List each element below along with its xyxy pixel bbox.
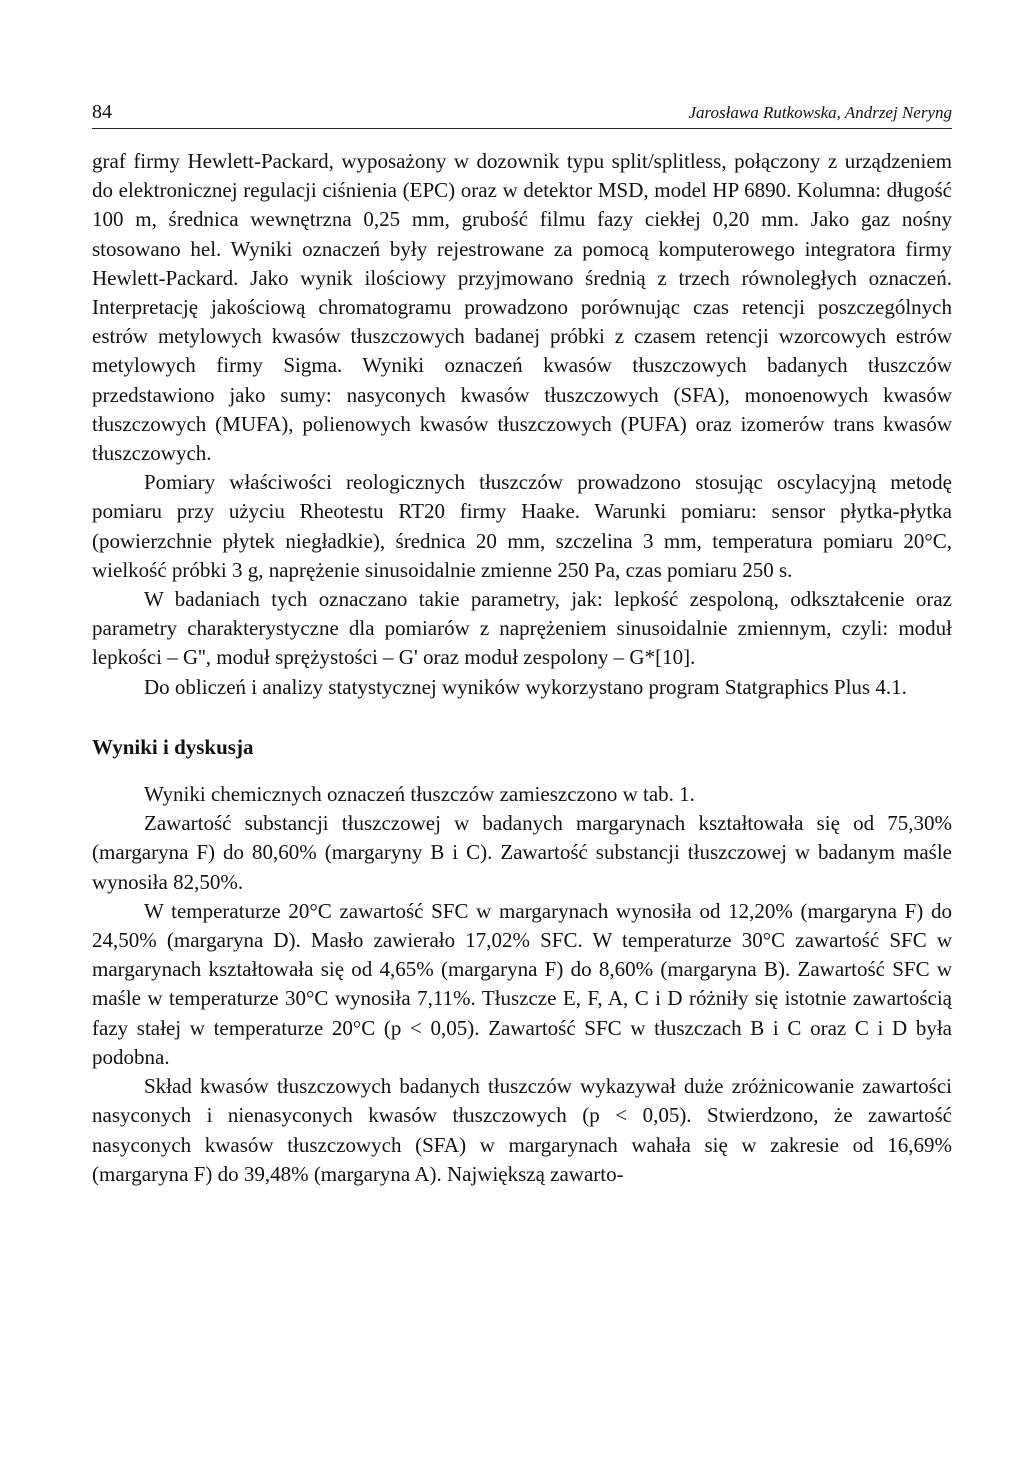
paragraph-statistics: Do obliczeń i analizy statystycznej wyników wykorzystano program Statgraphics Plus 4.1. (144, 674, 907, 699)
journal-page (92, 100, 952, 1189)
page-number: 84 (92, 101, 112, 123)
paragraph-gc-method: graf firmy Hewlett-Packard, wyposażony w dozownik typu split/splitless, połączony z urządzeniem do elektronicznej regulacji ciśnienia (EPC) oraz w detektor MSD, model HP 6890. Kolumna: długość 100 m, średnica wewnętrzna 0,25 mm, grubość filmu fazy ciekłej 0,20 mm. Jako gaz nośny stosowano hel. Wyniki oznaczeń były rejestrowane za pomocą komputerowego integratora firmy Hewlett-Packard. Jako wynik ilościowy przyjmowano średnią z trzech równoległych oznaczeń. Interpretację jakościową chromatogramu prowadzono porównując czas retencji poszczególnych estrów metylowych kwasów tłuszczowych badanej próbki z czasem retencji wzorcowych estrów metylowych firmy Sigma. Wyniki oznaczeń kwasów tłuszczowych badanych tłuszczów przedstawiono jako sumy: nasyconych kwasów tłuszczowych (SFA), monoenowych kwasów tłuszczowych (MUFA), polienowych kwasów tłuszczowych (PUFA) oraz izomerów trans kwasów tłuszczowych. (92, 149, 952, 466)
paragraph-fatty-acids: Skład kwasów tłuszczowych badanych tłuszczów wykazywał duże zróżnicowanie zawartości nasyconych i nienasyconych kwasów tłuszczowych (p < 0,05). Stwierdzono, że zawartość nasyconych kwasów tłuszczowych (SFA) w margarynach wahała się w zakresie od 16,69% (margaryna F) do 39,48% (margaryna A). Największą zawarto- (92, 1074, 952, 1186)
paragraph-fat-content: Zawartość substancji tłuszczowej w badanych margarynach kształtowała się od 75,30% (margaryna F) do 80,60% (margaryny B i C). Zawartość substancji tłuszczowej w badanym maśle wynosiła 82,50%. (92, 811, 952, 894)
article-body (92, 147, 952, 1189)
paragraph-rheology-method: Pomiary właściwości reologicznych tłuszczów prowadzono stosując oscylacyjną metodę pomiaru przy użyciu Rheotestu RT20 firmy Haake. Warunki pomiaru: sensor płytka-płytka (powierzchnie płytek niegładkie), średnica 20 mm, szczelina 3 mm, temperatura pomiaru 20°C, wielkość próbki 3 g, naprężenie sinusoidalnie zmienne 250 Pa, czas pomiaru 250 s. (92, 470, 952, 582)
paragraph-results-intro: Wyniki chemicznych oznaczeń tłuszczów zamieszczono w tab. 1. (144, 782, 695, 807)
running-header (92, 100, 952, 129)
paragraph-sfc: W temperaturze 20°C zawartość SFC w margarynach wynosiła od 12,20% (margaryna F) do 24,50% (margaryna D). Masło zawierało 17,02% SFC. W temperaturze 30°C zawartość SFC w margarynach kształtowała się od 4,65% (margaryna F) do 8,60% (margaryna B). Zawartość SFC w maśle w temperaturze 30°C wynosiła 7,11%. Tłuszcze E, F, A, C i D różniły się istotnie zawartością fazy stałej w temperaturze 20°C (p < 0,05). Zawartość SFC w tłuszczach B i C oraz C i D była podobna. (92, 898, 952, 1069)
section-heading: Wyniki i dyskusja (92, 734, 254, 759)
paragraph-rheology-parameters: W badaniach tych oznaczano takie parametry, jak: lepkość zespoloną, odkształcenie oraz parametry charakterystyczne dla pomiarów z naprężeniem sinusoidalnie zmiennym, czyli: moduł lepkości – G'', moduł sprężystości – G' oraz moduł zespolony – G*[10]. (92, 587, 952, 670)
header-authors: Jarosława Rutkowska, Andrzej Neryng (688, 103, 952, 122)
